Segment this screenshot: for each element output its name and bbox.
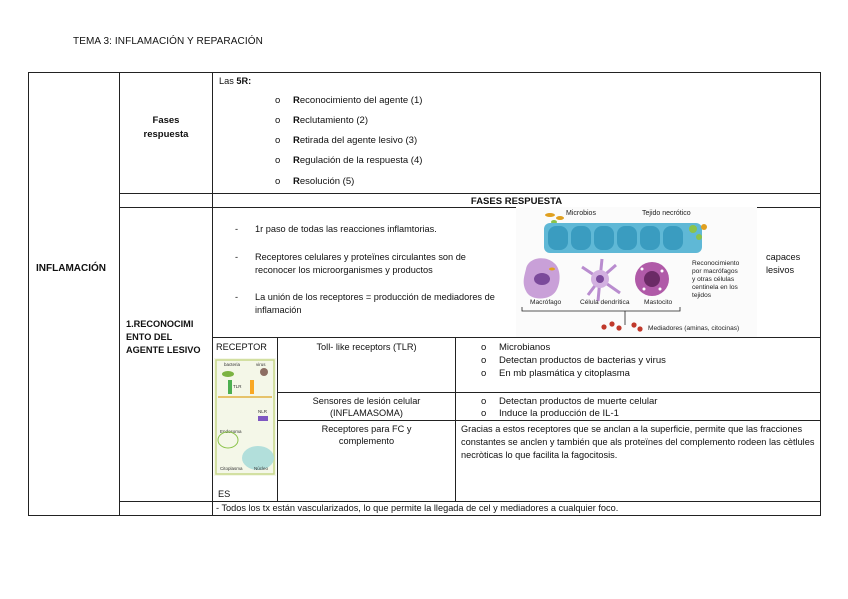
figure-label-mastocito: Mastocito	[644, 299, 673, 306]
fases-label: Fases respuesta	[143, 115, 189, 140]
bacteria-icon	[222, 371, 234, 377]
receptor-label-bottom: ES	[218, 489, 231, 499]
receptor-label-top: RECEPTOR	[216, 342, 267, 352]
nlr-icon	[258, 416, 268, 421]
fases-header: FASES RESPUESTA	[470, 196, 563, 207]
figure-label-reconocimiento: Reconocimiento por macrófagos y otras células centinela en los tejidos	[692, 260, 740, 299]
row-label-inflamacion: INFLAMACIÓN	[36, 263, 106, 274]
recognition-figure	[516, 207, 757, 337]
svg-text:TLR: TLR	[233, 384, 242, 389]
page-title: TEMA 3: INFLAMACIÓN Y REPARACIÓN	[73, 36, 263, 47]
receptor-figure	[214, 358, 276, 476]
footer-note: - Todos los tx están vascularizados, lo que permite la llegada de cel y mediadores a cualquier foco.	[216, 503, 619, 513]
svg-text:NLR: NLR	[258, 409, 268, 414]
side-note: capaces lesivos	[766, 252, 801, 275]
figure-label-mediadores: Mediadores (aminas, citocinas)	[648, 325, 740, 332]
macrophage-icon	[524, 258, 560, 298]
svg-text:bacteria: bacteria	[224, 362, 241, 367]
svg-text:Endosoma: Endosoma	[220, 429, 242, 434]
figure-label-macrofago: Macrófago	[530, 299, 562, 306]
figure-label-tejido: Tejido necrótico	[642, 210, 691, 217]
figure-label-dendritica: Célula dendrítica	[580, 299, 630, 306]
svg-text:Núcleo: Núcleo	[254, 466, 269, 471]
receptor-type-inflamasoma: Sensores de lesión celular (INFLAMASOMA)	[312, 396, 421, 418]
epithelium-icon	[544, 223, 707, 253]
fc-description: Gracias a estos receptores que se anclan a la superficie, permite que las fracciones constantes se anclen y también que als proteïnes del complemento rodeen las cètlules necròticas lo que facilita la fagocitosis.	[461, 424, 815, 460]
mast-cell-icon	[635, 262, 669, 296]
receptor-type-fc: Receptores para FC y complemento	[321, 424, 412, 446]
receptor-type-tlr: Toll- like receptors (TLR)	[316, 342, 417, 352]
five-r-intro: Las 5R:	[219, 76, 252, 86]
svg-text:virus: virus	[256, 362, 266, 367]
virus-icon	[260, 368, 268, 376]
stage1-label: 1.RECONOCIMI ENTO DEL AGENTE LESIVO	[126, 319, 201, 355]
figure-label-microbios: Microbios	[566, 210, 596, 217]
svg-text:Citoplasma: Citoplasma	[220, 466, 243, 471]
